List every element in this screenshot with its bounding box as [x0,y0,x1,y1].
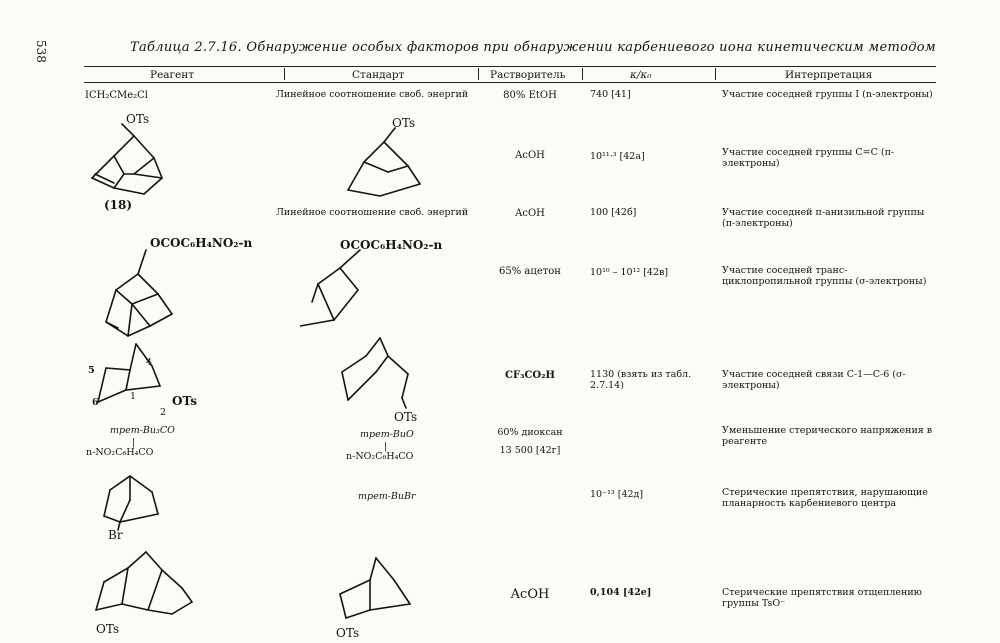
row2-interpretation: Участие соседней группы C=C (π-электроны) [722,147,895,169]
row8-reagent-label: OTs [96,622,120,636]
row4-interpretation: Участие соседней транс-циклопропильной группы (σ-электроны) [722,265,927,287]
row6-reagent-line1: трет-Bu₃CO [110,425,175,436]
row4-standard-label: OCOC₆H₄NO₂-n [340,238,443,252]
row4-solvent: 65% ацетон [499,266,561,277]
header-bottom-rule [84,82,936,83]
row7-ratio: 10⁻¹³ [42д] [590,489,644,500]
row4-ratio: 10¹⁰ – 10¹² [42в] [590,267,669,278]
row4-reagent-label: OCOC₆H₄NO₂-n [150,236,253,250]
row6-ratio: 13 500 [42г] [499,445,561,456]
header-ratio: κ/κ₀ [630,69,652,81]
row7-reagent-label: Br [108,528,123,542]
row1-standard: Линейное соотношение своб. энергий [276,89,469,100]
atom-number-5: 5 [88,365,95,376]
row3-solvent: AcOH [515,208,545,219]
compound-number: (18) [104,198,133,212]
tricyclic-ester-structure [92,244,192,344]
norbornyl-tosylate-structure-2 [330,554,430,634]
row6-reagent-bond: | [132,437,136,448]
row2-standard-label: OTs [392,116,416,130]
norbornenyl-tosylate-structure [84,116,204,206]
row8-standard-label: OTs [336,626,360,640]
atom-number-6: 6 [92,397,99,408]
row3-ratio: 100 [42б] [590,207,637,218]
row6-standard-line1: трет-BuO [360,429,414,440]
page-number: 538 [34,40,48,63]
header-interpretation: Интерпретация [785,69,873,81]
norbornyl-endo-tosylate-structure [336,334,436,414]
column-divider [582,68,583,80]
row7-interpretation: Стерические препятствия, нарушающие планарность карбениевого центра [722,487,928,509]
column-divider [284,68,285,80]
row5-standard-label: OTs [394,410,418,424]
row8-ratio: 0,104 [42е] [590,587,652,598]
row5-ratio: 1130 (взять из табл. 2.7.14) [590,369,692,391]
row2-solvent: AcOH [515,150,545,161]
row6-standard-bond: | [384,441,388,452]
column-divider [478,68,479,80]
header-reagent: Реагент [150,69,195,81]
norbornyl-tosylate-structure [340,122,460,202]
atom-number-1: 1 [130,391,137,402]
row5-interpretation: Участие соседней связи C-1—C-6 (σ-электроны) [722,369,906,391]
row3-interpretation: Участие соседней п-анизильной группы (π-электроны) [722,207,925,229]
row6-interpretation: Уменьшение стерического напряжения в реагенте [722,425,933,447]
row1-ratio: 740 [41] [590,89,631,100]
tricyclic-tosylate-structure [86,548,206,628]
row2-reagent-label: OTs [126,112,150,126]
row2-ratio: 10¹¹·³ [42а] [590,151,645,162]
atom-number-4: 4 [146,357,153,368]
row1-solvent: 80% EtOH [503,90,557,101]
row6-reagent-line2: n-NO₂C₆H₄CO [86,447,154,458]
row3-standard: Линейное соотношение своб. энергий [276,207,469,218]
column-divider [715,68,716,80]
row1-interpretation: Участие соседней группы I (n-электроны) [722,89,933,100]
cyclopropyl-ester-structure [300,246,400,336]
row8-interpretation: Стерические препятствия отщеплению группы TsO⁻ [722,587,922,609]
header-top-rule [84,66,936,67]
row1-reagent: ICH₂CMe₂Cl [85,90,148,101]
atom-number-2: 2 [160,407,167,418]
header-solvent: Растворитель [490,69,566,81]
bromo-bicyclic-structure [90,470,180,540]
row6-standard-line2: n-NO₂C₆H₄CO [346,451,414,462]
header-standard: Стандарт [352,69,405,81]
row7-standard: трет-BuBr [358,491,416,502]
row6-solvent: 60% диоксан [497,427,563,438]
row5-solvent: CF₃CO₂H [505,370,555,381]
row5-reagent-label: OTs [172,394,198,408]
table-title: Таблица 2.7.16. Обнаружение особых факторов при обнаружении карбениевого иона кинетическим методом [130,40,936,55]
row8-solvent: AcOH [510,587,550,602]
